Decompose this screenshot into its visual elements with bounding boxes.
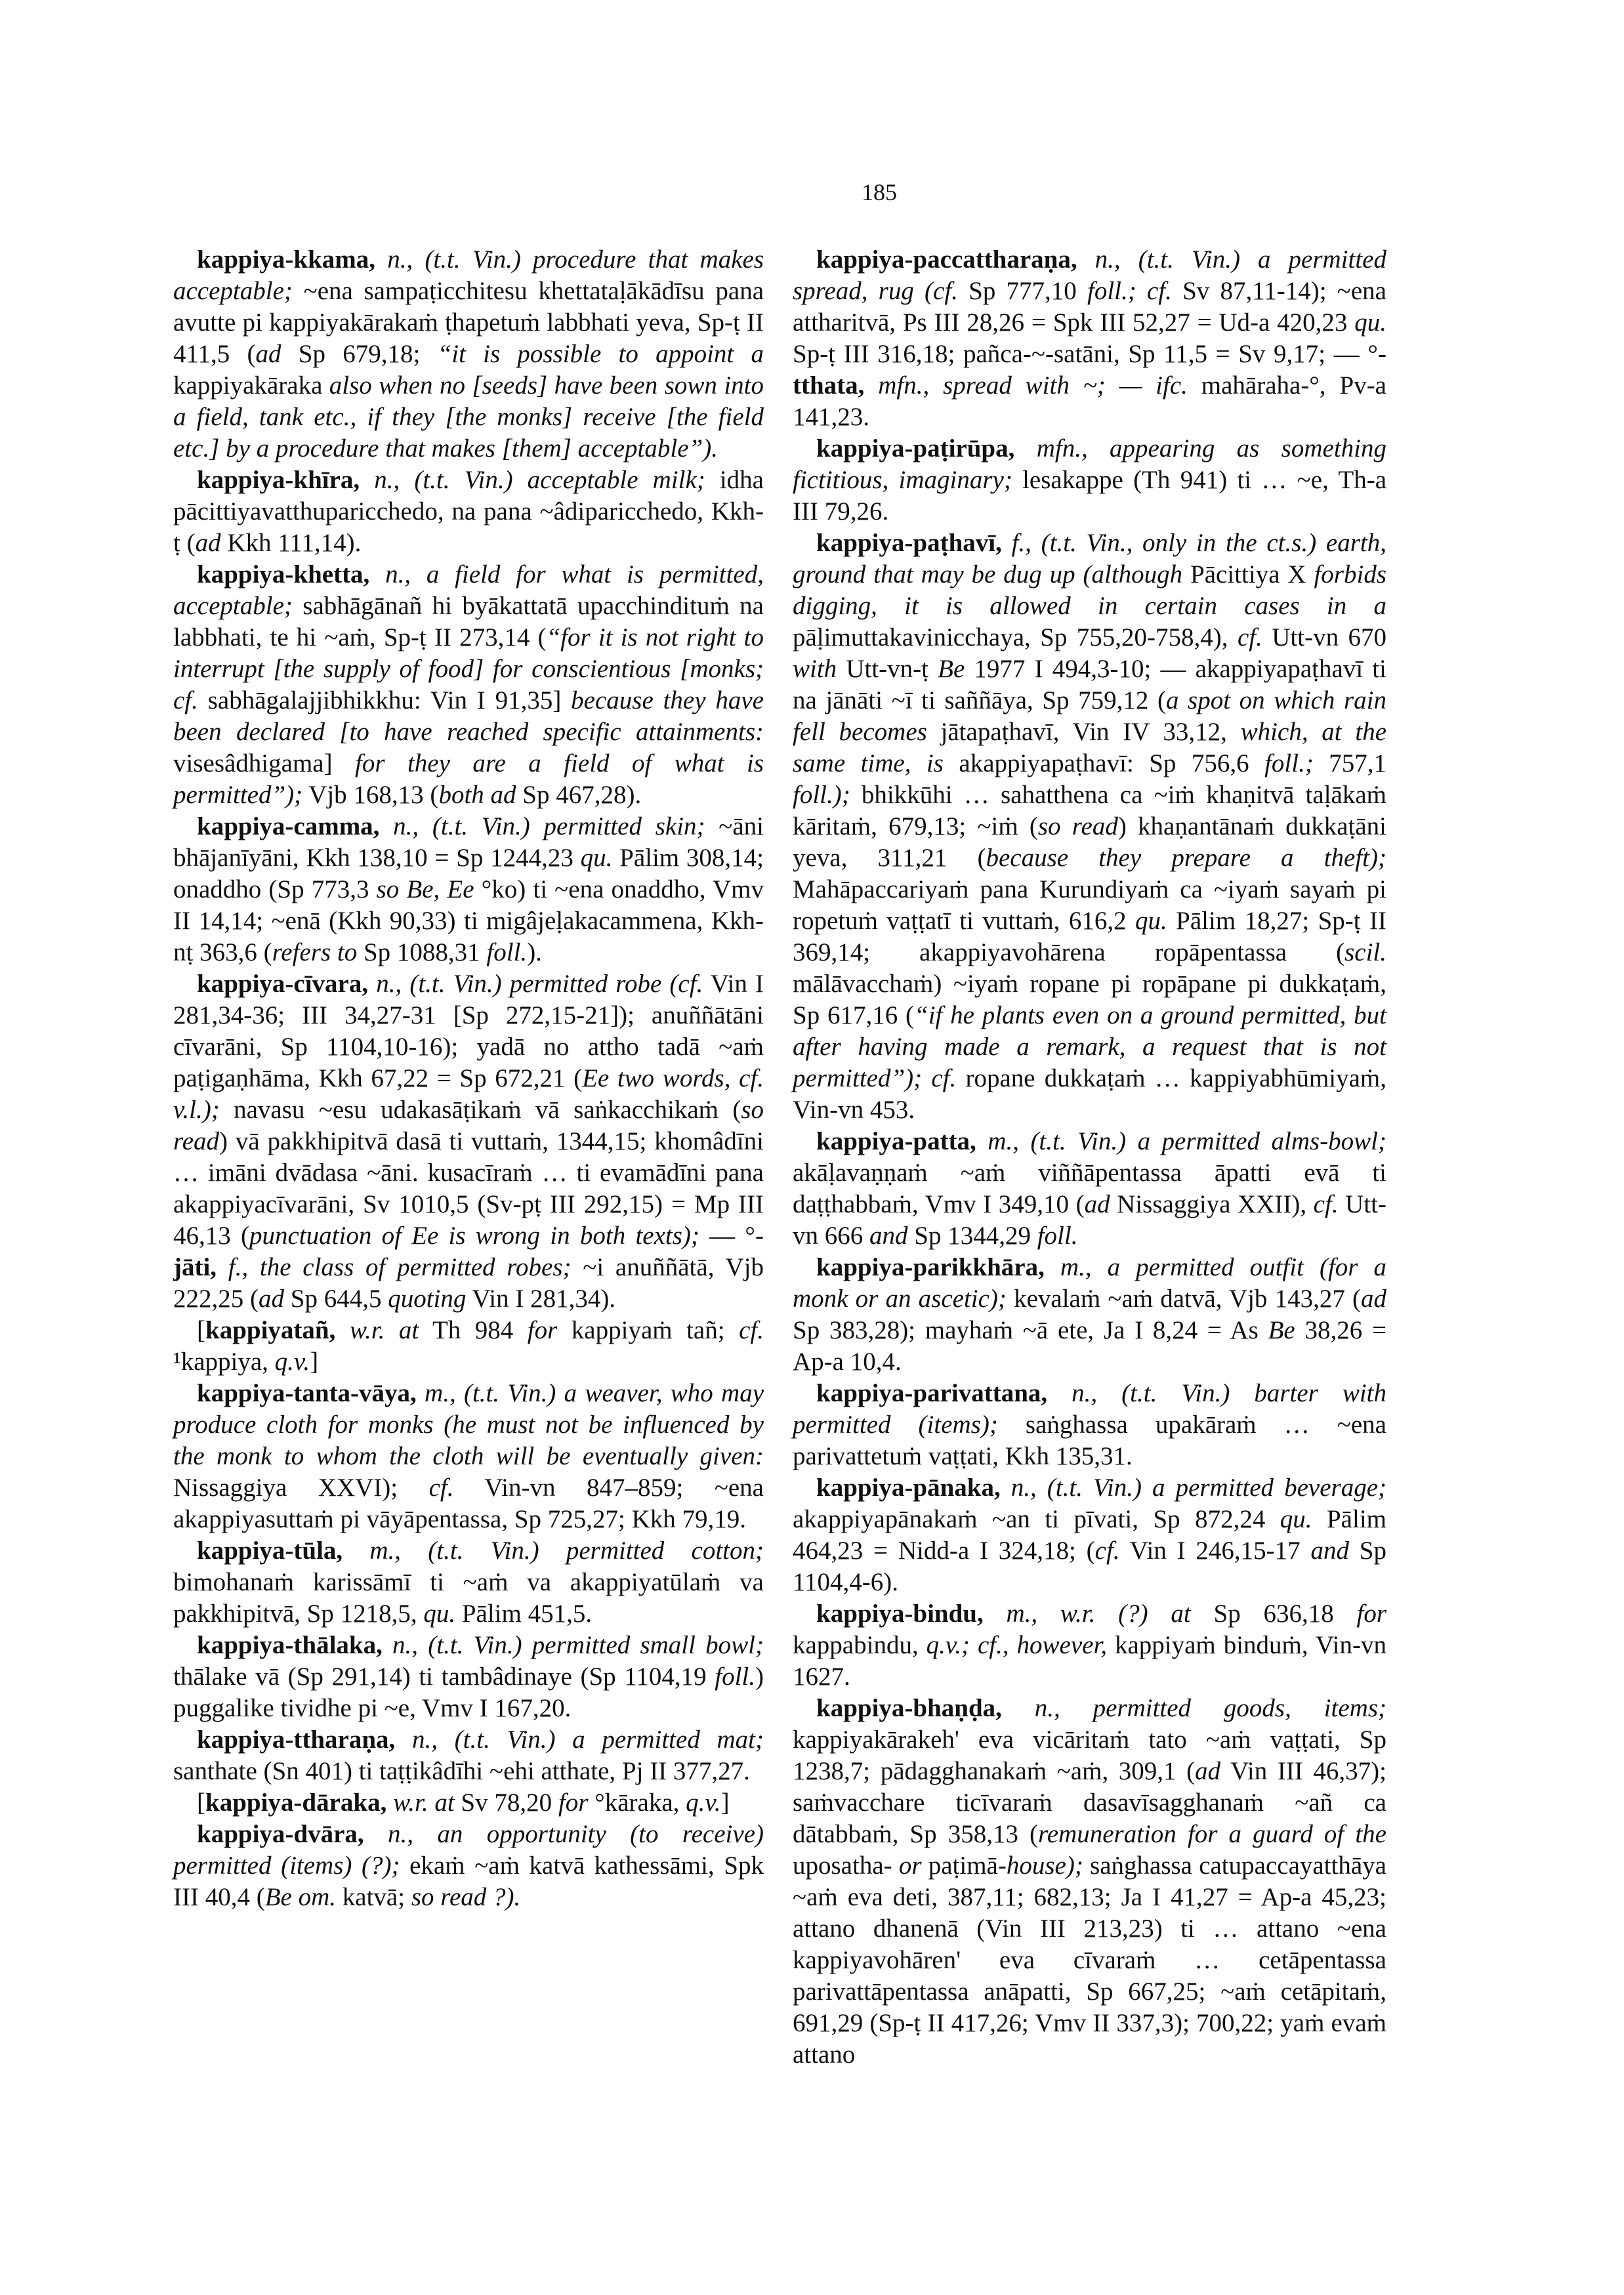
- entry-text: — °-: [699, 1222, 764, 1250]
- entry-italic-text: Be: [938, 655, 965, 683]
- entry-text: Sp 467,28).: [516, 781, 642, 809]
- dictionary-entry: [173, 465, 764, 559]
- entry-text: saṅghassa upakāraṁ … ~ena parivattetuṁ vaṭṭati, Kkh 135,31.: [793, 1411, 1386, 1470]
- entry-text: kappabindu,: [793, 1631, 927, 1659]
- entry-italic-text: mfn., appearing as something fictitious, imaginary;: [793, 434, 1386, 494]
- entry-italic-text: foll.: [486, 938, 528, 966]
- entry-italic-text: so read: [173, 1096, 764, 1155]
- entry-text: Kkh 111,14).: [220, 529, 362, 557]
- entry-text: Sp 1088,31: [357, 938, 487, 966]
- entry-headword: kappiya-paccattharaṇa,: [816, 245, 1077, 274]
- entry-text: Sp-ṭ III 316,18; pañca-~-satāni, Sp 11,5 = Sv 9,17; — °-: [793, 340, 1386, 368]
- entry-text: Nissaggiya XXII),: [1110, 1190, 1314, 1218]
- dictionary-entry: [173, 559, 764, 811]
- entry-italic-text: n., (t.t. Vin.) procedure that makes acceptable;: [173, 245, 764, 305]
- entry-italic-text: both ad: [438, 781, 516, 809]
- dictionary-entry: [173, 1724, 764, 1787]
- entry-text: Pālim 18,27; Sp-ṭ II 369,14; akappiyavohārena ropāpentassa (: [793, 907, 1386, 966]
- entry-italic-text: n., an opportunity (to receive) permitted (items) (?);: [173, 1820, 764, 1880]
- entry-italic-text: n., (t.t. Vin.) permitted robe (cf.: [368, 970, 703, 998]
- entry-italic-text: “it is possible to appoint a: [437, 340, 764, 368]
- entry-italic-text: forbids digging, it is allowed in certain cases in a: [793, 560, 1386, 620]
- entry-headword: kappiya-parivattana,: [816, 1379, 1048, 1407]
- entry-text: kappiyaṁ binduṁ, Vin-vn 1627.: [793, 1631, 1386, 1691]
- dictionary-entry: [793, 1252, 1386, 1378]
- dictionary-entry: [793, 1693, 1386, 2071]
- dictionary-entry: [793, 433, 1386, 527]
- dictionary-entry: [793, 1378, 1386, 1472]
- entry-headword: kappiya-kkama,: [197, 245, 376, 274]
- entry-text: Sp 644,5: [284, 1285, 388, 1313]
- entry-text: Th 984: [419, 1316, 528, 1344]
- entry-italic-text: punctuation of Ee is wrong in both texts);: [249, 1222, 699, 1250]
- entry-text: Sv 87,11-14); ~ena attharitvā, Ps III 28,26 = Spk III 52,27 = Ud-a 420,23: [793, 277, 1386, 337]
- entry-italic-text: cf.: [1094, 1537, 1120, 1565]
- entry-text: ~i anuññātā, Vjb 222,25 (: [173, 1253, 764, 1313]
- entry-italic-text: mfn., spread with ~; — ifc.: [864, 371, 1188, 400]
- entry-italic-text: qu.: [580, 844, 613, 872]
- entry-italic-text: q.v.; cf., however,: [926, 1631, 1108, 1659]
- entry-italic-text: ad: [1361, 1285, 1386, 1313]
- entry-italic-text: n., permitted goods, items;: [1001, 1694, 1386, 1722]
- entry-italic-text: n., (t.t. Vin.) permitted small bowl;: [382, 1631, 764, 1659]
- entry-italic-text: n., (t.t. Vin.) a permitted spread, rug (cf.: [793, 245, 1386, 305]
- entry-headword: kappiya-parikkhāra,: [816, 1253, 1045, 1281]
- entry-italic-text: cf.: [1313, 1190, 1339, 1218]
- entry-italic-text: foll.: [1037, 1222, 1078, 1250]
- entry-italic-text: scil.: [1344, 938, 1386, 966]
- entry-italic-text: qu.: [423, 1600, 456, 1628]
- entry-text: 1977 I 494,3-10; — akappiyapaṭhavī ti na jānāti ~ī ti saññāya, Sp 759,12 (: [793, 655, 1386, 714]
- entry-italic-text: also when no [seeds] have been sown into a field, tank etc., if they [the monks] receive [the field etc.] by a procedure that makes [them] acceptable”).: [173, 371, 764, 463]
- entry-text: Vjb 168,13 (: [302, 781, 439, 809]
- entry-italic-text: q.v.: [274, 1348, 310, 1376]
- dictionary-entry: [173, 1787, 764, 1819]
- entry-headword: kappiya-khīra,: [197, 466, 360, 494]
- page-number: 185: [862, 179, 897, 205]
- entry-italic-text: cf.: [428, 1474, 454, 1502]
- entry-text: akappiyapānakaṁ ~an ti pīvati, Sp 872,24: [793, 1505, 1280, 1533]
- entry-italic-text: because they have been declared [to have reached specific attainments:: [173, 686, 764, 746]
- entry-italic-text: house);: [1006, 1851, 1083, 1880]
- entry-text: 757,1: [1313, 749, 1387, 777]
- entry-italic-text: f., (t.t. Vin., only in the ct.s.) earth, ground that may be dug up (although: [793, 529, 1386, 589]
- entry-italic-text: foll.);: [793, 781, 850, 809]
- entry-text: Utt-vn 666: [793, 1190, 1386, 1250]
- entry-text: ekaṁ ~aṁ katvā kathessāmi, Spk III 40,4 (: [173, 1851, 764, 1911]
- entry-text: Pālim 464,23 = Nidd-a I 324,18; (: [793, 1505, 1386, 1565]
- entry-text: Vin III 46,37); saṁvacchare ticīvaraṁ dasavīsagghanaṁ ~añ ca dātabbaṁ, Sp 358,13 (: [793, 1757, 1386, 1848]
- entry-text: sabhāgalajjibhikkhu: Vin I 91,35]: [198, 686, 572, 714]
- entry-italic-text: w.r. at: [386, 1788, 455, 1817]
- entry-italic-text: m., w.r. (?) at: [983, 1600, 1191, 1628]
- entry-italic-text: refers to: [272, 938, 358, 966]
- dictionary-entry: [173, 1819, 764, 1913]
- entry-headword: kappiya-thālaka,: [197, 1631, 383, 1659]
- entry-text: ¹kappiya,: [173, 1348, 275, 1376]
- dictionary-entry: [173, 811, 764, 968]
- entry-text: akāḷavaṇṇaṁ ~aṁ viññāpentassa āpatti evā ti daṭṭhabbaṁ, Vmv I 349,10 (: [793, 1159, 1386, 1218]
- entry-headword: jāti,: [173, 1253, 217, 1281]
- entry-text: Vin-vn 847–859; ~ena akappiyasuttaṁ pi vāyāpentassa, Sp 725,27; Kkh 79,19.: [173, 1474, 764, 1533]
- entry-italic-text: “for it is not right to interrupt [the supply of food] for conscientious [monks; cf.: [173, 623, 764, 714]
- entry-text: Sp 636,18: [1190, 1600, 1357, 1628]
- entry-italic-text: f., the class of permitted robes;: [217, 1253, 572, 1281]
- entry-italic-text: “if he plants even on a ground permitted, but after having made a remark, a request that is not permitted”); cf.: [793, 1001, 1386, 1092]
- entry-text: Sp 679,18;: [281, 340, 438, 368]
- entry-text: Vin I 246,15-17: [1119, 1537, 1311, 1565]
- entry-text: [: [197, 1316, 205, 1344]
- entry-text: thālake vā (Sp 291,14) ti tambâdinaye (Sp 1104,19: [173, 1663, 715, 1691]
- entry-italic-text: so read ?).: [411, 1883, 521, 1911]
- entry-text: bimohanaṁ karissāmī ti ~aṁ va akappiyatūlaṁ va pakkhipitvā, Sp 1218,5,: [173, 1568, 764, 1628]
- entry-text: Vin I 281,34-36; III 34,27-31 [Sp 272,15-21]); anuññātāni cīvarāni, Sp 1104,10-16); yadā no attho tadā ~aṁ paṭigaṇhāma, Kkh 67,22 = Sp 672,21 (: [173, 970, 764, 1092]
- dictionary-entry: [793, 527, 1386, 1126]
- entry-text: visesâdhigama]: [173, 749, 356, 777]
- entry-italic-text: qu.: [1354, 308, 1386, 337]
- entry-text: ) vā pakkhipitvā dasā ti vuttaṁ, 1344,15; khomâdīni … imāni dvādasa ~āni. kusacīraṁ … ti evamādīni pana akappiyacīvarāni, Sv 1010,5 (Sv-pṭ III 292,15) = Mp III 46,13 (: [173, 1127, 764, 1250]
- entry-text: santhate (Sn 401) ti taṭṭikâdīhi ~ehi atthate, Pj II 377,27.: [173, 1757, 750, 1785]
- entry-italic-text: ad: [1195, 1757, 1221, 1785]
- entry-italic-text: m., (t.t. Vin.) permitted cotton;: [343, 1537, 764, 1565]
- entry-text: katvā;: [336, 1883, 411, 1911]
- entry-headword: kappiya-camma,: [197, 812, 380, 840]
- entry-italic-text: a spot on which rain fell becomes: [793, 686, 1387, 746]
- entry-headword: kappiya-dvāra,: [197, 1820, 364, 1848]
- entry-text: kappiyakārakeh' eva vicāritaṁ tato ~aṁ vaṭṭati, Sp 1238,7; pādagghanakaṁ ~aṁ, 309,1 (: [793, 1726, 1386, 1785]
- entry-italic-text: for: [1356, 1600, 1386, 1628]
- entry-text: Sp 383,28); mayhaṁ ~ā ete, Ja I 8,24 = As: [793, 1316, 1268, 1344]
- entry-text: Pālim 308,14; onaddho (Sp 773,3: [173, 844, 764, 903]
- dictionary-entry: [793, 244, 1386, 433]
- entry-headword: kappiya-dāraka,: [205, 1788, 387, 1817]
- entry-italic-text: and: [1310, 1537, 1349, 1565]
- entry-italic-text: which, at the same time, is: [793, 718, 1387, 777]
- entry-text: [: [197, 1788, 205, 1817]
- entry-italic-text: n., (t.t. Vin.) a permitted beverage;: [1000, 1474, 1386, 1502]
- entry-italic-text: for: [527, 1316, 558, 1344]
- entry-italic-text: Be: [1268, 1316, 1295, 1344]
- entry-text: uposatha-: [793, 1851, 899, 1880]
- entry-text: mālāvacchaṁ) ~iyaṁ ropane pi ropāpane pi dukkaṭaṁ, Sp 617,16 (: [793, 970, 1386, 1029]
- entry-headword: kappiyatañ,: [205, 1316, 336, 1344]
- entry-italic-text: qu.: [1280, 1505, 1312, 1533]
- entry-italic-text: ad: [259, 1285, 284, 1313]
- entry-headword: kappiya-bhaṇḍa,: [816, 1694, 1002, 1722]
- entry-italic-text: ad: [255, 340, 281, 368]
- entry-text: Utt-vn-ṭ: [837, 655, 938, 683]
- entry-text: Utt-vn 670: [1262, 623, 1386, 651]
- entry-text: ]: [310, 1348, 319, 1376]
- entry-text: ropane dukkaṭaṁ … kappiyabhūmiyaṁ, Vin-vn 453.: [793, 1064, 1387, 1124]
- entry-headword: kappiya-paṭhavī,: [816, 529, 1002, 557]
- entry-italic-text: n., (t.t. Vin.) barter with permitted (items);: [793, 1379, 1386, 1439]
- dictionary-entry: [173, 1315, 764, 1378]
- dictionary-entry: [173, 244, 764, 465]
- entry-italic-text: cf.: [739, 1316, 764, 1344]
- entry-italic-text: m., (t.t. Vin.) a weaver, who may produce cloth for monks (he must not be influenced by the monk to whom the cloth will be eventually given:: [173, 1379, 764, 1470]
- entry-italic-text: cf.: [1237, 623, 1262, 651]
- entry-text: ) puggalike tividhe pi ~e, Vmv I 167,20.: [173, 1663, 764, 1722]
- entry-italic-text: or: [898, 1851, 922, 1880]
- entry-italic-text: quoting: [388, 1285, 467, 1313]
- entry-italic-text: foll.; cf.: [1087, 277, 1172, 305]
- entry-italic-text: Ee two words, cf. v.l.);: [173, 1064, 764, 1124]
- entry-text: ]: [720, 1788, 730, 1817]
- dictionary-entry: [793, 1126, 1386, 1252]
- dictionary-entry: [173, 1378, 764, 1535]
- left-column: [173, 244, 764, 1913]
- entry-text: pāḷimuttakavinicchaya, Sp 755,20-758,4),: [793, 623, 1238, 651]
- entry-text: kappiyakāraka: [173, 371, 329, 400]
- dictionary-entry: [173, 968, 764, 1315]
- entry-headword: kappiya-paṭirūpa,: [816, 434, 1015, 463]
- entry-italic-text: remuneration for a guard of the: [1038, 1820, 1386, 1848]
- entry-headword: kappiya-ttharaṇa,: [197, 1726, 396, 1754]
- entry-text: navasu ~esu udakasāṭikaṁ vā saṅkacchikaṁ (: [219, 1096, 741, 1124]
- entry-text: Sp 1344,29: [907, 1222, 1037, 1250]
- entry-italic-text: m., a permitted outfit (for a monk or an ascetic);: [793, 1253, 1386, 1313]
- entry-text: °kāraka,: [588, 1788, 686, 1817]
- entry-italic-text: for they are a field of what is permitted”);: [173, 749, 764, 809]
- entry-text: ).: [527, 938, 542, 966]
- entry-headword: kappiya-pānaka,: [816, 1474, 1001, 1502]
- entry-text: jātapaṭhavī, Vin IV 33,12,: [927, 718, 1241, 746]
- entry-italic-text: w.r. at: [335, 1316, 419, 1344]
- entry-italic-text: for: [558, 1788, 589, 1817]
- entry-headword: kappiya-patta,: [816, 1127, 976, 1155]
- entry-italic-text: ad: [1084, 1190, 1110, 1218]
- entry-text: sabhāgānañ hi byākattatā upacchindituṁ na labbhati, te hi ~aṁ, Sp-ṭ II 273,14 (: [173, 592, 764, 651]
- entry-text: Vin I 281,34).: [466, 1285, 616, 1313]
- entry-text: Sp 777,10: [957, 277, 1087, 305]
- entry-text: ) khaṇantānaṁ dukkaṭāni yeva, 311,21 (: [793, 812, 1386, 872]
- entry-headword: kappiya-tanta-vāya,: [197, 1379, 417, 1407]
- entry-text: paṭimā-: [921, 1851, 1007, 1880]
- entry-text: kappiyaṁ tañ;: [557, 1316, 739, 1344]
- right-column: [793, 244, 1386, 2071]
- entry-text: Nissaggiya XXVI);: [173, 1474, 429, 1502]
- entry-italic-text: foll.;: [1264, 749, 1314, 777]
- entry-text: lesakappe (Th 941) ti … ~e, Th-a III 79,26.: [793, 466, 1386, 526]
- entry-text: ~āni bhājanīyāni, Kkh 138,10 = Sp 1244,23: [173, 812, 764, 872]
- entry-text: idha pācittiyavatthuparicchedo, na pana ~âdiparicchedo, Kkh-ṭ (: [173, 466, 764, 557]
- entry-text: kevalaṁ ~aṁ datvā, Vjb 143,27 (: [1006, 1285, 1361, 1313]
- entry-italic-text: n., a field for what is permitted, acceptable;: [173, 560, 764, 620]
- entry-headword: kappiya-bindu,: [816, 1600, 984, 1628]
- entry-italic-text: n., (t.t. Vin.) acceptable milk;: [360, 466, 705, 494]
- entry-italic-text: q.v.: [686, 1788, 721, 1817]
- entry-headword: kappiya-cīvara,: [197, 970, 369, 998]
- entry-text: ~ena sampaṭicchitesu khettataḷākādīsu pana avutte pi kappiyakārakaṁ ṭhapetuṁ labbhati yeva, Sp-ṭ II 411,5 (: [173, 277, 764, 368]
- entry-text: Pālim 451,5.: [455, 1600, 593, 1628]
- entry-text: Pācittiya X: [1182, 560, 1314, 589]
- entry-headword: tthata,: [793, 371, 865, 400]
- entry-italic-text: n., (t.t. Vin.) a permitted mat;: [395, 1726, 764, 1754]
- entry-text: akappiyapaṭhavī: Sp 756,6: [943, 749, 1265, 777]
- entry-text: Sp 1104,4-6).: [793, 1537, 1386, 1596]
- entry-italic-text: with: [793, 655, 837, 683]
- dictionary-entry: [173, 1535, 764, 1630]
- entry-italic-text: qu.: [1135, 907, 1167, 935]
- entry-text: °ko) ti ~ena onaddho, Vmv II 14,14; ~enā (Kkh 90,33) ti migâjeḷakacammena, Kkh-nṭ 363,6 (: [173, 875, 764, 966]
- entry-headword: kappiya-khetta,: [197, 560, 370, 589]
- entry-italic-text: because they prepare a theft);: [986, 844, 1386, 872]
- dictionary-entry: [793, 1598, 1386, 1693]
- entry-headword: kappiya-tūla,: [197, 1537, 343, 1565]
- dictionary-entry: [173, 1630, 764, 1724]
- entry-italic-text: m., (t.t. Vin.) a permitted alms-bowl;: [976, 1127, 1386, 1155]
- entry-italic-text: n., (t.t. Vin.) permitted skin;: [379, 812, 705, 840]
- entry-text: bhikkūhi … sahatthena ca ~iṁ khaṇitvā taḷākaṁ kāritaṁ, 679,13; ~iṁ (: [793, 781, 1386, 840]
- entry-italic-text: ad: [195, 529, 221, 557]
- entry-italic-text: so read: [1037, 812, 1118, 840]
- entry-italic-text: Be om.: [264, 1883, 337, 1911]
- entry-text: saṅghassa catupaccayatthāya ~aṁ eva deti, 387,11; 682,13; Ja I 41,27 = Ap-a 45,23; attano dhanenā (Vin III 213,23) ti … attano ~ena kappiyavohāren' eva cīvaraṁ … cetāpentassa parivattāpentassa anāpatti, Sp 667,25; ~aṁ cetāpitaṁ, 691,29 (Sp-ṭ II 417,26; Vmv II 337,3); 700,22; yaṁ evaṁ attano: [793, 1851, 1386, 2069]
- entry-italic-text: so Be, Ee: [376, 875, 474, 903]
- entry-text: Mahāpaccariyaṁ pana Kurundiyaṁ ca ~iyaṁ sayaṁ pi ropetuṁ vaṭṭatī ti vuttaṁ, 616,2: [793, 875, 1386, 935]
- entry-italic-text: foll.: [715, 1663, 755, 1691]
- entry-text: mahāraha-°, Pv-a 141,23.: [793, 371, 1386, 431]
- entry-italic-text: and: [869, 1222, 908, 1250]
- entry-text: 38,26 = Ap-a 10,4.: [793, 1316, 1386, 1376]
- entry-text: Sv 78,20: [454, 1788, 558, 1817]
- dictionary-entry: [793, 1472, 1386, 1598]
